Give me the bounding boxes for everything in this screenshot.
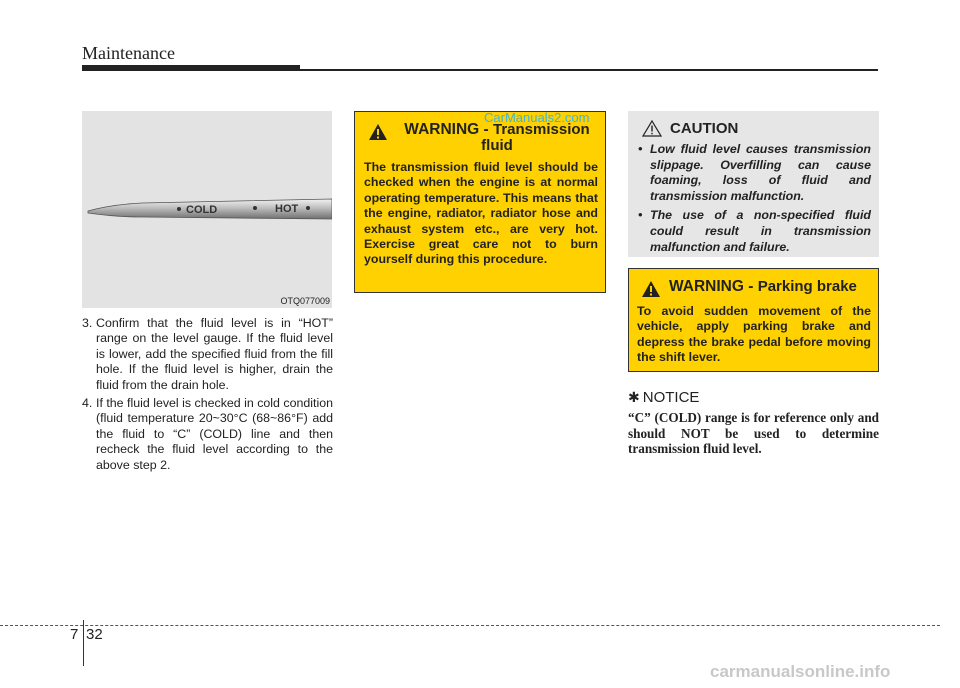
caution-header — [638, 120, 871, 137]
gauge-mark-hot: HOT — [275, 203, 299, 215]
step-item — [82, 316, 333, 393]
header-rule — [82, 69, 878, 71]
step-text: Confirm that the fluid level is in “HOT” range on the level gauge. If the fluid level is lower, add the specified fluid from the fill hole. If the fluid level is higher, drain the fluid from the drain hole. — [96, 316, 333, 392]
warning-triangle-icon — [368, 123, 388, 141]
step-item — [82, 396, 333, 473]
footer-rule — [0, 625, 940, 626]
watermark-top: CarManuals2.com — [484, 110, 590, 125]
page-number: 32 — [86, 626, 103, 643]
figure-code: OTQ077009 — [280, 296, 330, 306]
step-number: 3. — [82, 316, 93, 330]
warning-header — [637, 279, 871, 298]
warning-transmission-fluid — [354, 111, 606, 293]
footer-divider — [83, 620, 84, 666]
warning-body: To avoid sudden movement of the vehicle, apply parking brake and depress the brake pedal before moving the shift lever. — [637, 304, 871, 365]
caution-list — [638, 142, 871, 255]
warning-title: Parking brake — [757, 278, 857, 295]
step-text: If the fluid level is checked in cold condition (fluid temperature 20~30°C (68~86°F) add the fluid to “C” (COLD) line and then recheck the fluid level according to the above step 2. — [96, 396, 333, 472]
notice-header — [628, 389, 879, 406]
watermark-bottom: carmanualsonline.info — [710, 662, 891, 681]
caution-triangle-icon — [642, 120, 662, 137]
notice-body: “C” (COLD) range is for reference only and should NOT be used to determine transmission fluid level. — [628, 410, 879, 456]
dipstick-illustration — [82, 111, 332, 308]
caution-text: Low fluid level causes transmission slippage. Overfilling can cause foaming, loss of fluid and transmission malfunction. — [650, 142, 871, 203]
warning-triangle-icon — [641, 280, 661, 298]
gauge-mark-cold: COLD — [186, 204, 218, 216]
caution-item — [638, 208, 871, 255]
warning-label: WARNING - — [404, 121, 493, 138]
bullet-icon: • — [638, 208, 643, 223]
dipstick-figure — [82, 111, 332, 308]
notice-section — [628, 389, 879, 457]
warning-parking-brake — [628, 268, 879, 372]
bullet-icon: • — [638, 142, 643, 156]
procedure-steps — [82, 316, 333, 476]
chapter-number: 7 — [70, 626, 79, 643]
notice-title: NOTICE — [642, 389, 700, 406]
warning-label: WARNING - — [669, 278, 758, 295]
notice-star-icon: ✱ — [628, 389, 640, 405]
section-title: Maintenance — [82, 43, 175, 63]
caution-item — [638, 142, 871, 204]
caution-box — [628, 111, 879, 257]
warning-body: The transmission fluid level should be checked when the engine is at normal operating temperature. This means that the engine, radiator, radiator hose and exhaust system etc., are very hot. Exercise great care not to burn yourself during this procedure. — [364, 160, 598, 267]
caution-text: The use of a non-specified fluid could result in transmission malfunction and failure. — [650, 208, 871, 254]
warning-title: Transmission fluid — [481, 121, 590, 154]
warning-header — [364, 122, 598, 154]
step-number: 4. — [82, 396, 93, 411]
caution-title: CAUTION — [670, 120, 739, 137]
